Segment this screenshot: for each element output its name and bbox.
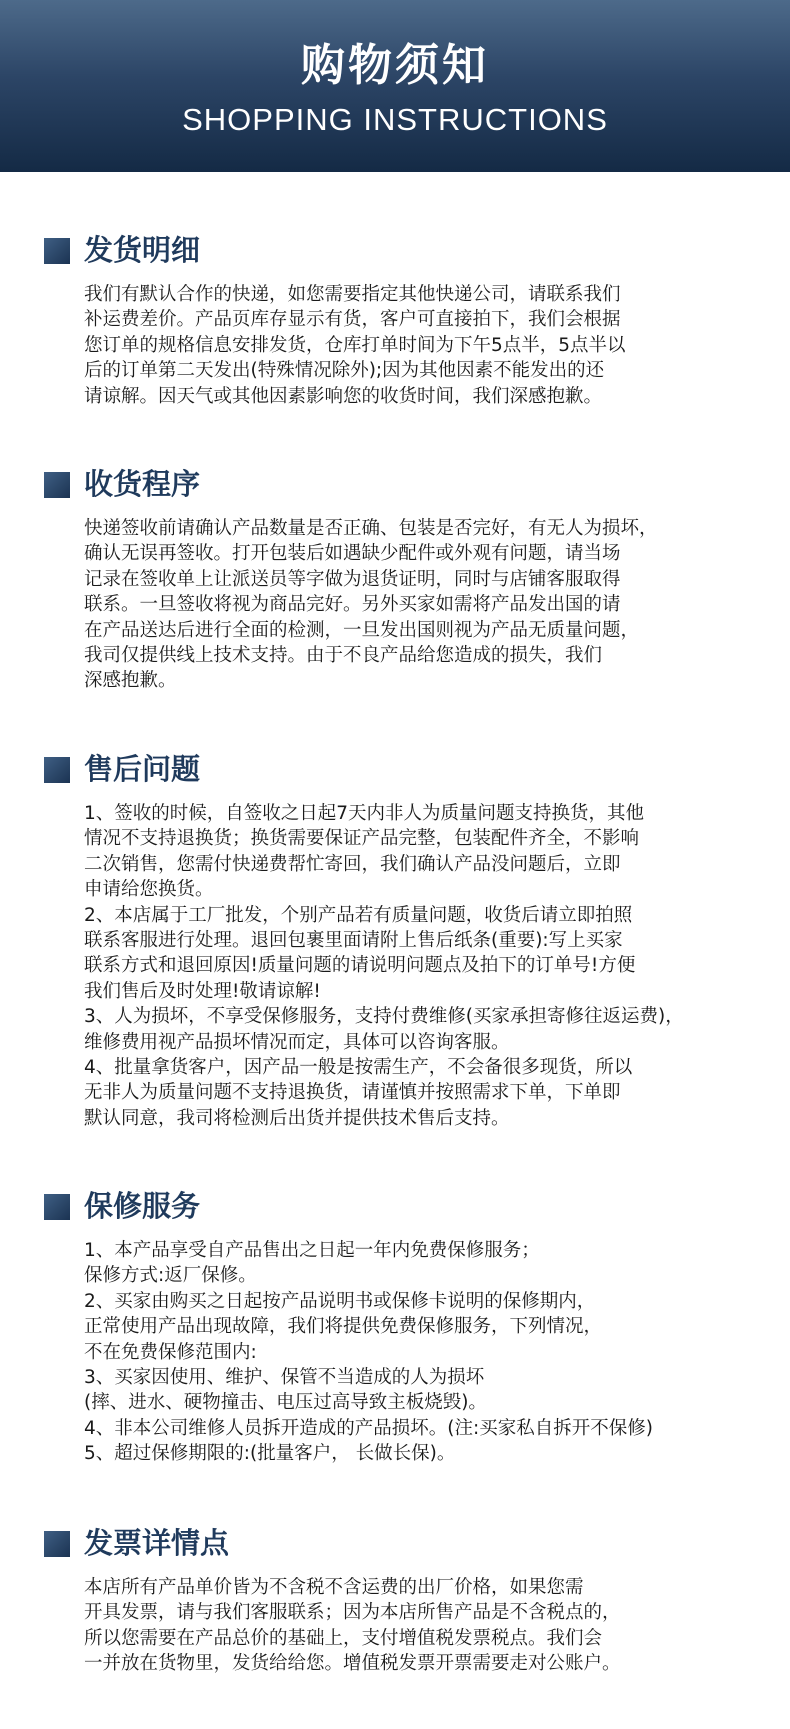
text-line: 1、本产品享受自产品售出之日起一年内免费保修服务； [84, 1240, 540, 1261]
text-line: 2、本店属于工厂批发，个别产品若有质量问题，收货后请立即拍照 [84, 904, 633, 926]
text-line: 二次销售，您需付快递费帮忙寄回，我们确认产品没问题后，立即 [84, 853, 621, 875]
text-line: 记录在签收单上让派送员等字做为退货证明，同时与店铺客服取得 [84, 568, 621, 590]
page-header [0, 0, 790, 172]
text-line: 联系。一旦签收将视为商品完好。另外买家如需将产品发出国的请 [84, 594, 621, 616]
text-line: 情况不支持退换货；换货需要保证产品完整，包装配件齐全，不影响 [84, 828, 640, 850]
section-body [44, 1238, 764, 1467]
text-line: 联系方式和退回原因!质量问题的请说明问题点及拍下的订单号!方便 [84, 955, 636, 977]
text-line: 快递签收前请确认产品数量是否正确、包装是否完好，有无人为损坏， [84, 518, 658, 539]
section-body [44, 282, 764, 409]
text-line: 保修方式:返厂保修。 [84, 1265, 257, 1287]
section-title: 保修服务 [84, 1189, 201, 1223]
section-receiving-procedure [44, 464, 764, 694]
text-line: 一并放在货物里，发货给给您。增值税发票开票需要走对公账户。 [84, 1653, 621, 1675]
text-line: 我司仅提供线上技术支持。由于不良产品给您造成的损失，我们 [84, 645, 603, 667]
text-line: 我们有默认合作的快递，如您需要指定其他快递公司，请联系我们 [84, 284, 621, 305]
text-line: 2、买家由购买之日起按产品说明书或保修卡说明的保修期内， [84, 1290, 596, 1312]
section-warranty-service [44, 1186, 764, 1467]
text-line: 后的订单第二天发出(特殊情况除外);因为其他因素不能发出的还 [84, 360, 605, 382]
text-line: 默认同意，我司将检测后出货并提供技术售后支持。 [84, 1107, 510, 1129]
text-line: 确认无误再签收。打开包装后如遇缺少配件或外观有问题，请当场 [84, 543, 621, 565]
text-line: 4、非本公司维修人员拆开造成的产品损坏。(注:买家私自拆开不保修) [84, 1417, 653, 1439]
page-title: 购物须知 [301, 40, 489, 91]
text-line: 3、买家因使用、维护、保管不当造成的人为损坏 [84, 1367, 485, 1389]
section-heading [44, 1523, 764, 1563]
section-heading [44, 1186, 764, 1226]
text-line: 深感抱歉。 [84, 670, 177, 692]
text-line: 开具发票，请与我们客服联系；因为本店所售产品是不含税点的， [84, 1602, 621, 1624]
page-subtitle: SHOPPING INSTRUCTIONS [182, 102, 608, 137]
square-bullet-icon [44, 472, 70, 498]
text-line: 所以您需要在产品总价的基础上，支付增值税发票税点。我们会 [84, 1627, 603, 1649]
section-shipping-details [44, 230, 764, 409]
text-line: 补运费差价。产品页库存显示有货，客户可直接拍下，我们会根据 [84, 309, 621, 331]
section-title: 发货明细 [84, 233, 201, 267]
square-bullet-icon [44, 1531, 70, 1557]
text-line: (摔、进水、硬物撞击、电压过高导致主板烧毁)。 [84, 1392, 487, 1414]
text-line: 维修费用视产品损坏情况而定，具体可以咨询客服。 [84, 1031, 510, 1053]
text-line: 4、批量拿货客户，因产品一般是按需生产，不会备很多现货，所以 [84, 1057, 633, 1079]
section-heading [44, 464, 764, 504]
text-line: 1、签收的时候，自签收之日起7天内非人为质量问题支持换货，其他 [84, 803, 645, 824]
text-line: 请谅解。因天气或其他因素影响您的收货时间，我们深感抱歉。 [84, 385, 603, 407]
section-body [44, 801, 764, 1131]
text-line: 3、人为损坏，不享受保修服务，支持付费维修(买家承担寄修往返运费)， [84, 1006, 684, 1028]
text-line: 您订单的规格信息安排发货，仓库打单时间为下午5点半，5点半以 [84, 334, 626, 356]
square-bullet-icon [44, 757, 70, 783]
square-bullet-icon [44, 1194, 70, 1220]
square-bullet-icon [44, 238, 70, 264]
text-line: 申请给您换货。 [84, 879, 214, 901]
text-line: 5、超过保修期限的:(批量客户， 长做长保)。 [84, 1443, 456, 1465]
text-line: 正常使用产品出现故障，我们将提供免费保修服务，下列情况， [84, 1316, 603, 1338]
section-heading [44, 230, 764, 270]
section-title: 发票详情点 [84, 1526, 230, 1560]
text-line: 无非人为质量问题不支持退换货，请谨慎并按照需求下单，下单即 [84, 1082, 621, 1104]
section-heading [44, 749, 764, 789]
section-title: 收货程序 [84, 467, 201, 501]
text-line: 本店所有产品单价皆为不含税不含运费的出厂价格，如果您需 [84, 1577, 584, 1598]
section-after-sales [44, 749, 764, 1131]
section-invoice-details [44, 1523, 764, 1677]
section-body [44, 1575, 764, 1677]
text-line: 在产品送达后进行全面的检测，一旦发出国则视为产品无质量问题， [84, 619, 640, 641]
text-line: 不在免费保修范围内: [84, 1341, 257, 1363]
text-line: 我们售后及时处理!敬请谅解! [84, 980, 321, 1002]
section-title: 售后问题 [84, 752, 201, 786]
text-line: 联系客服进行处理。退回包裹里面请附上售后纸条(重要):写上买家 [84, 930, 623, 952]
section-body [44, 516, 764, 694]
